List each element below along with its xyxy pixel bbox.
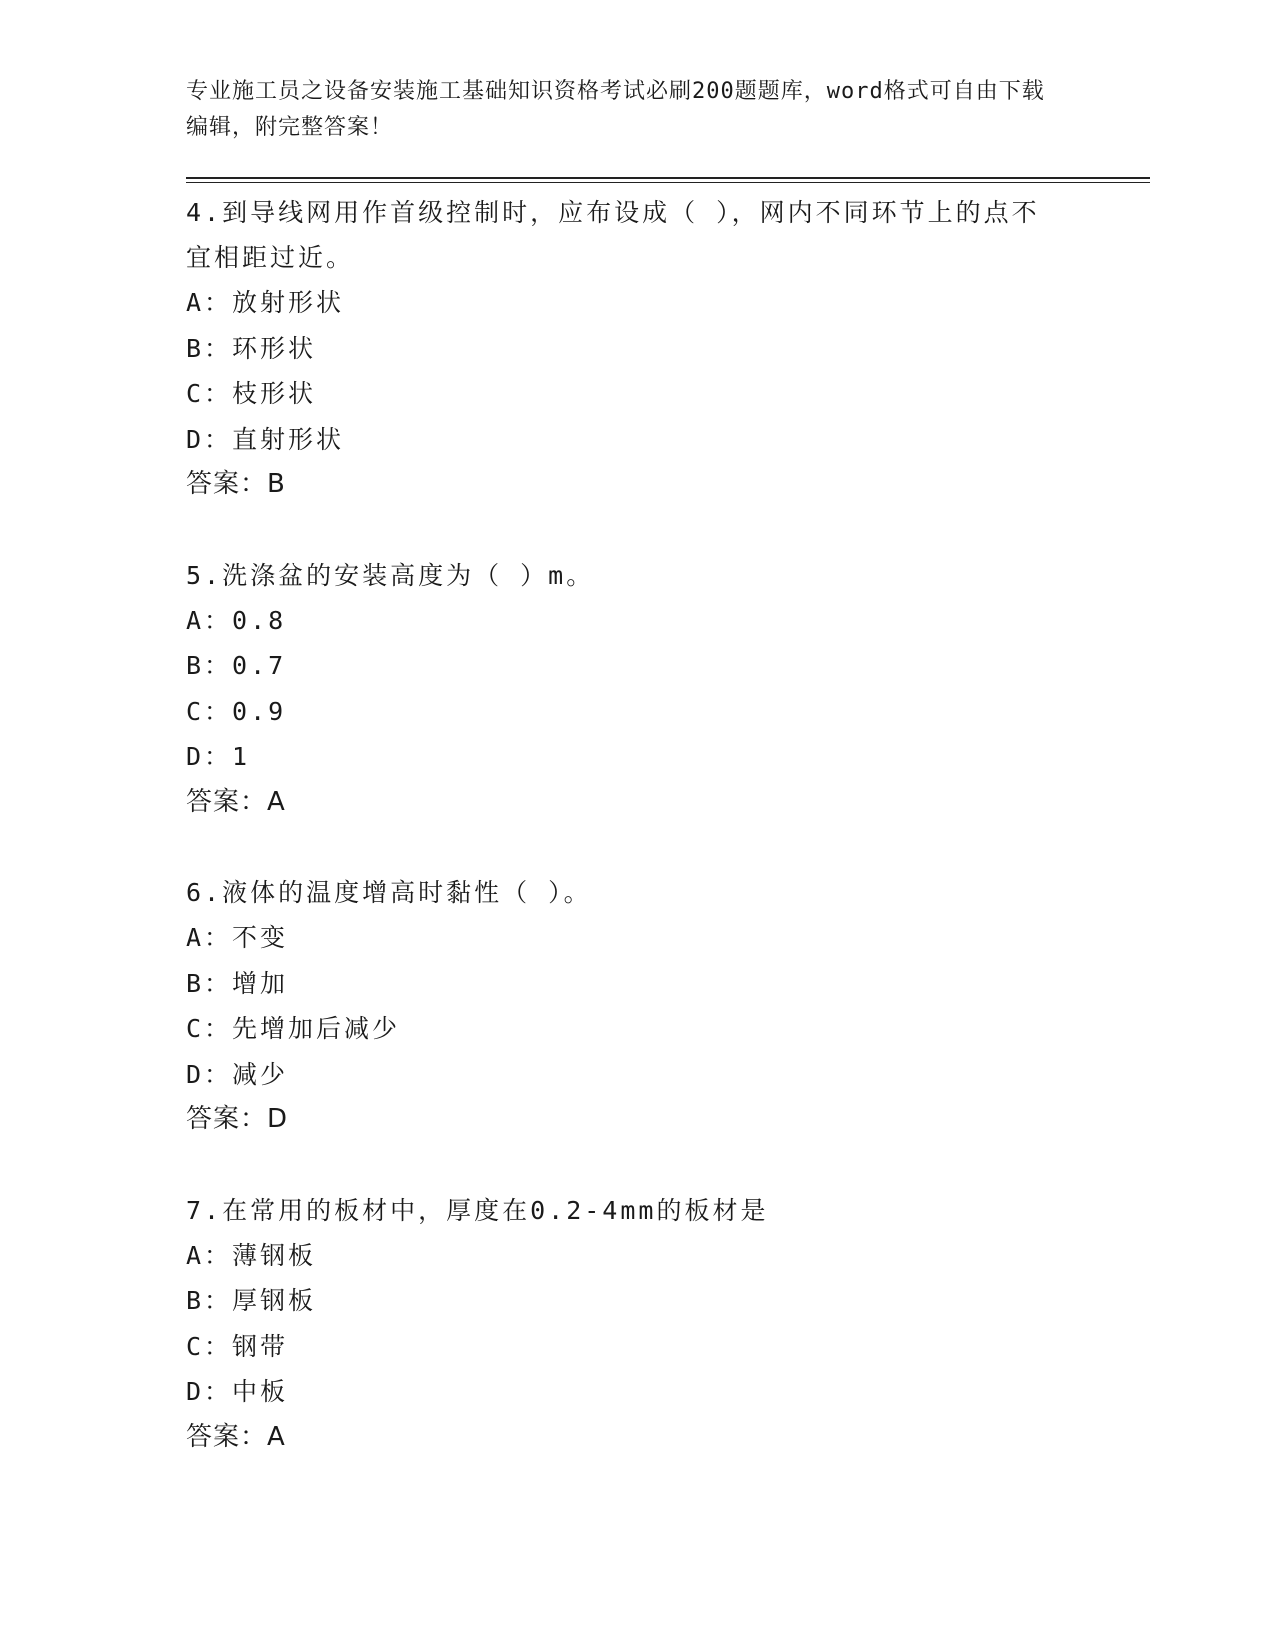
option-a: A：不变 (186, 923, 289, 952)
answer: 答案：A (186, 786, 286, 817)
question-7 (186, 1188, 1150, 1461)
header-divider-thin (186, 182, 1150, 183)
option-b: B：环形状 (186, 333, 317, 363)
option-c: C：枝形状 (186, 379, 317, 408)
question-6 (186, 870, 1150, 1143)
option-a: A：放射形状 (186, 288, 345, 317)
answer: 答案：A (186, 1421, 286, 1452)
answer: 答案：B (186, 469, 286, 499)
option-c: C：钢带 (186, 1331, 289, 1361)
question-list (186, 190, 1150, 1460)
option-c: C：0.9 (186, 696, 287, 726)
option-c: C：先增加后减少 (186, 1014, 401, 1043)
option-b: B：0.7 (186, 651, 287, 680)
question-4 (186, 190, 1150, 508)
option-b: B：厚钢板 (186, 1286, 317, 1315)
option-a: A：0.8 (186, 605, 287, 635)
header-title: 专业施工员之设备安装施工基础知识资格考试必刷200题题库，word格式可自由下载编辑，附完整答案！ (186, 79, 1045, 140)
answer: 答案：D (186, 1104, 289, 1134)
option-d: D：减少 (186, 1059, 289, 1089)
question-stem: 4.到导线网用作首级控制时，应布设成（ ），网内不同环节上的点不宜相距过近。 (186, 198, 1040, 272)
option-d: D：中板 (186, 1377, 289, 1406)
option-d: D：直射形状 (186, 424, 345, 454)
question-stem: 7.在常用的板材中，厚度在0.2-4mm的板材是 (186, 1195, 769, 1225)
spacer (186, 508, 1150, 553)
header-divider (186, 177, 1150, 179)
option-a: A：薄钢板 (186, 1240, 317, 1270)
document-header (186, 74, 1066, 146)
question-5 (186, 553, 1150, 826)
option-d: D：1 (186, 742, 251, 771)
question-stem: 5.洗涤盆的安装高度为（ ）m。 (186, 560, 595, 590)
spacer (186, 1143, 1150, 1188)
question-stem: 6.液体的温度增高时黏性（ ）。 (186, 878, 592, 907)
option-b: B：增加 (186, 968, 289, 998)
spacer (186, 825, 1150, 870)
